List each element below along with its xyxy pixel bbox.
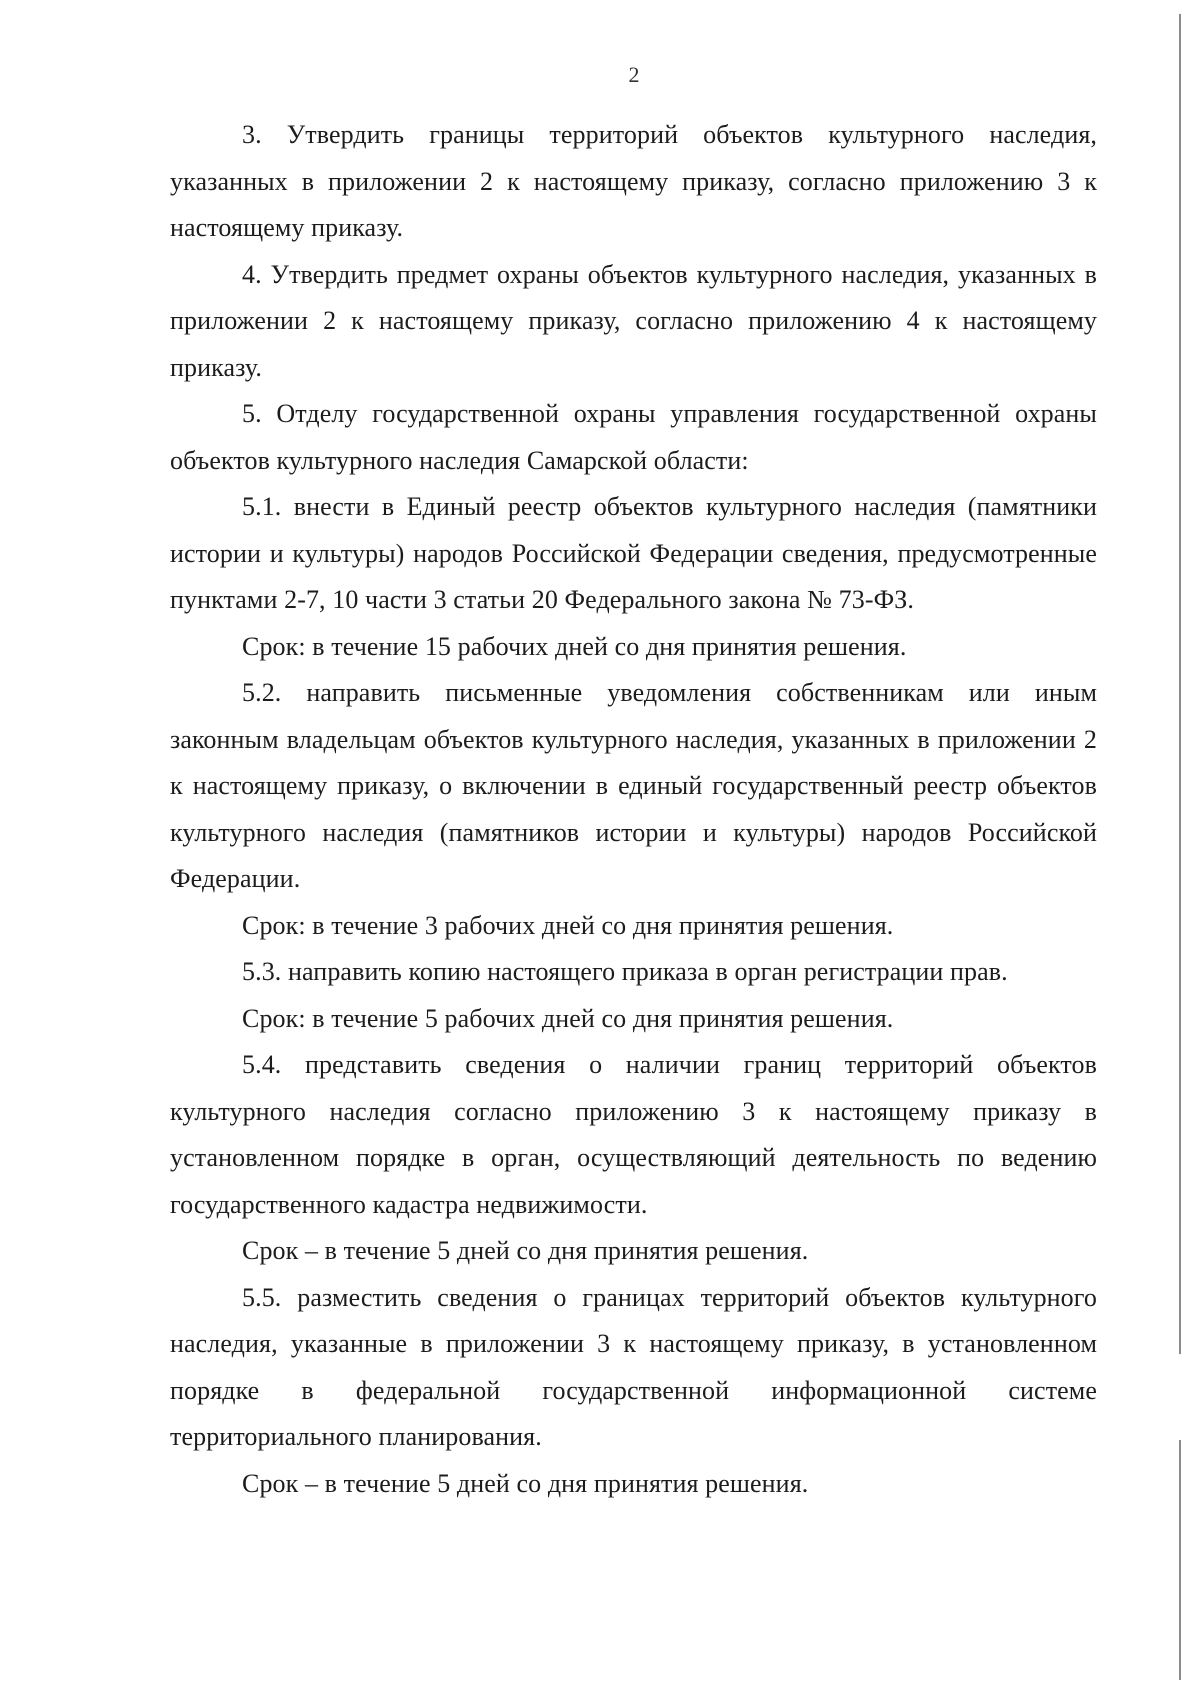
paragraph-item-5-2: 5.2. направить письменные уведомления собственникам или иным законным владельцам объектов культурного наследия, указанных в приложении 2 к настоящему приказу, о включении в единый государственный реестр объектов культурного наследия (памятников истории и культуры) народов Российской Федерации. (170, 678, 1097, 893)
paragraph-item-3: 3. Утвердить границы территорий объектов культурного наследия, указанных в приложении 2 к настоящему приказу, согласно приложению 3 к настоящему приказу. (170, 120, 1097, 242)
paragraph-item-5-4: 5.4. представить сведения о наличии границ территорий объектов культурного наследия согласно приложению 3 к настоящему приказу в установленном порядке в орган, осуществляющий деятельность по ведению государственного кадастра недвижимости. (170, 1050, 1097, 1219)
deadline-5-1: Срок: в течение 15 рабочих дней со дня принятия решения. (242, 631, 907, 661)
deadline-5-2: Срок: в течение 3 рабочих дней со дня принятия решения. (242, 910, 894, 940)
paragraph-item-4: 4. Утвердить предмет охраны объектов культурного наследия, указанных в приложении 2 к настоящему приказу, согласно приложению 4 к настоящему приказу. (170, 259, 1097, 382)
paragraph-item-5-3: 5.3. направить копию настоящего приказа в орган регистрации прав. (242, 957, 1008, 986)
deadline-5-5: Срок – в течение 5 дней со дня принятия решения. (242, 1468, 809, 1498)
deadline-5-4: Срок – в течение 5 дней со дня принятия решения. (242, 1236, 809, 1265)
scan-edge-line (1179, 14, 1181, 1354)
document-body (170, 112, 1097, 1507)
page-number: 2 (628, 62, 640, 87)
paragraph-item-5-1: 5.1. внести в Единый реестр объектов культурного наследия (памятники истории и культуры) народов Российской Федерации сведения, предусмотренные пунктами 2-7, 10 части 3 статьи 20 Федерального закона № 73-ФЗ. (170, 492, 1097, 614)
paragraph-item-5: 5. Отделу государственной охраны управления государственной охраны объектов культурного наследия Самарской области: (170, 399, 1097, 475)
deadline-5-3: Срок: в течение 5 рабочих дней со дня принятия решения. (242, 1003, 894, 1033)
scan-edge-line (1179, 1440, 1181, 1680)
paragraph-item-5-5: 5.5. разместить сведения о границах территорий объектов культурного наследия, указанные в приложении 3 к настоящему приказу, в установленном порядке в федеральной государственной информационной системе территориального планирования. (170, 1282, 1097, 1451)
